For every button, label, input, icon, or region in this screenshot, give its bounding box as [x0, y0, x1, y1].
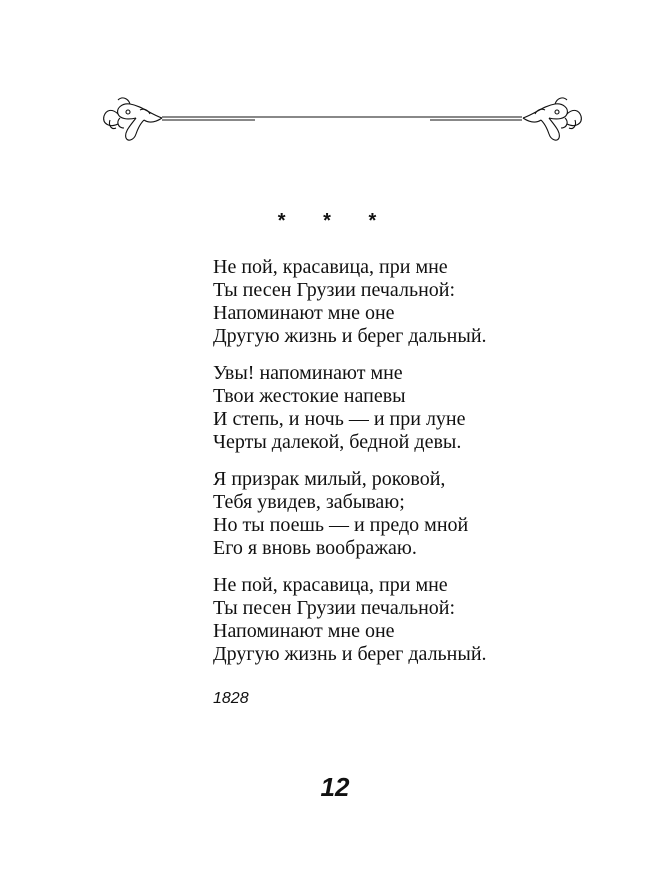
poem-line: Тебя увидев, забываю; — [213, 491, 405, 513]
stanza-3 — [213, 468, 613, 560]
poem-line: Напоминают мне оне — [213, 620, 395, 642]
poem-year: 1828 — [213, 690, 249, 707]
poem-line: Другую жизнь и берег дальный. — [213, 643, 487, 665]
poem-line: Ты песен Грузии печальной: — [213, 279, 456, 301]
poem-line: Его я вновь воображаю. — [213, 537, 417, 559]
poem-line: Напоминают мне оне — [213, 302, 395, 324]
section-stars: * * * — [277, 210, 393, 232]
stanza-4 — [213, 574, 613, 666]
poem-line: Черты далекой, бедной девы. — [213, 431, 462, 453]
poem-line: Не пой, красавица, при мне — [213, 574, 448, 596]
page-number: 12 — [320, 772, 350, 802]
stanza-1 — [213, 256, 613, 348]
floral-divider-icon — [100, 96, 585, 144]
poem-line: Твои жестокие напевы — [213, 385, 406, 407]
poem-line: Я призрак милый, роковой, — [213, 468, 446, 490]
poem-line: Ты песен Грузии печальной: — [213, 597, 456, 619]
right-flower-icon — [523, 98, 581, 140]
poem-line: Но ты поешь — и предо мной — [213, 514, 469, 536]
poem-line: Увы! напоминают мне — [213, 362, 403, 384]
left-flower-icon — [104, 98, 162, 140]
poem-line: И степь, и ночь — и при луне — [213, 408, 466, 430]
stanza-2 — [213, 362, 613, 454]
poem-line: Не пой, красавица, при мне — [213, 256, 448, 278]
poem-line: Другую жизнь и берег дальный. — [213, 325, 487, 347]
poem — [213, 256, 613, 680]
